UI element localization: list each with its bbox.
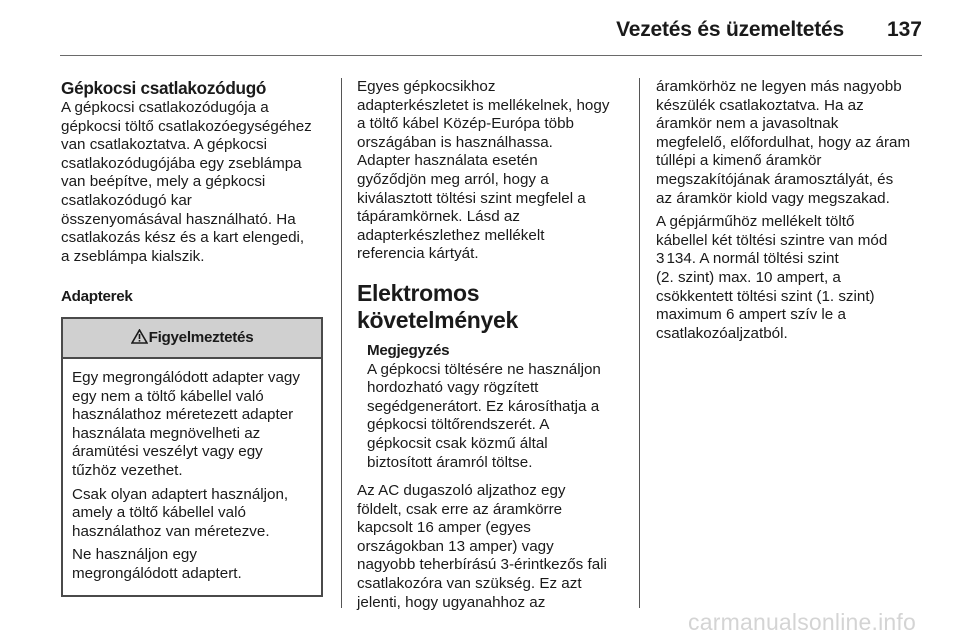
text-line: csatlakozódugó kar (61, 191, 192, 209)
column-3 (656, 78, 924, 343)
subheading-adapters: Adapterek (61, 288, 133, 306)
text-line: egy nem a töltő kábellel való (72, 387, 264, 405)
note-title: Megjegyzés (367, 341, 450, 359)
text-line: készülék csatlakoztatva. Ha az (656, 96, 864, 114)
text-line: van csatlakoztatva. A gépkocsi (61, 136, 267, 154)
paragraph-circuit (656, 78, 924, 208)
section-title-electrical (357, 280, 627, 334)
text-line: összenyomásával használható. Ha (61, 210, 296, 228)
text-line: Ne használjon egy (72, 546, 197, 564)
text-line: megfelelő, előfordulhat, hogy az áram (656, 133, 911, 151)
text-line: (2. szint) max. 10 ampert, a (656, 268, 841, 286)
text-line: kapcsolt 16 amper (egyes (357, 519, 531, 537)
text-line: amely a töltő kábellel való (72, 504, 246, 522)
text-line: kiválasztott töltési szint megfelel a (357, 189, 586, 207)
text-line: hordozható vagy rögzített (367, 379, 539, 397)
title-line: követelmények (357, 306, 519, 333)
text-line: megrongálódott adaptert. (72, 564, 242, 582)
text-line: 134. A normál töltési szint (666, 250, 839, 268)
text-line: nagyobb teherbírású 3-érintkezős fali (357, 556, 607, 574)
warning-icon (131, 329, 148, 348)
watermark: carmanualsonline.info (688, 609, 916, 635)
paragraph-adapter-kit (357, 78, 627, 264)
text-line: gépkocsi töltő csatlakozóegységéhez (61, 117, 312, 135)
column-2 (357, 78, 627, 612)
text-line: A gépkocsi csatlakozódugója a (61, 99, 269, 116)
page-number: 137 (886, 18, 922, 41)
text-line: túllépi a kimenő áramkör (656, 152, 822, 170)
paragraph-ac-outlet (357, 482, 627, 612)
text-line: áramütési veszélyt vagy egy (72, 443, 263, 461)
text-line: biztosított áramról töltse. (367, 453, 533, 471)
text-line: csatlakozóra van szükség. Ez azt (357, 575, 582, 593)
text-line: országában is használhassa. (357, 133, 553, 151)
note-block (357, 342, 627, 472)
text-line: gépkocsi töltőrendszerét. A (367, 416, 550, 434)
text-line: Egyes gépkocsikhoz (357, 78, 496, 95)
column-divider-1 (341, 78, 342, 608)
warning-paragraph (72, 486, 313, 542)
warning-paragraph (72, 546, 313, 583)
warning-title: Figyelmeztetés (148, 328, 254, 346)
text-line: győződjön meg arról, hogy a (357, 170, 549, 188)
paragraph-plug (61, 99, 327, 266)
text-line: csatlakozás kész és a kart elengedi, (61, 229, 305, 247)
text-line: használathoz méretezett adapter (72, 406, 294, 424)
title-line: Elektromos (357, 279, 480, 306)
text-line: Egy megrongálódott adapter vagy (72, 368, 300, 386)
text-line: megszakítójának áramosztályát, és (656, 170, 894, 188)
warning-paragraph (72, 369, 313, 481)
text-line: csökkentett töltési szint (1. szint) (656, 287, 875, 305)
warning-box (61, 317, 323, 598)
header-rule (60, 55, 922, 56)
text-line: az áramkör kiold vagy megszakad. (656, 189, 890, 207)
text-line: Az AC dugaszoló aljzathoz egy (357, 482, 566, 500)
text-line: kábellel két töltési szintre van mód (656, 231, 888, 249)
text-line: gépkocsit csak közmű által (367, 434, 548, 452)
text-line: tűzhöz vezethet. (72, 461, 183, 479)
section-title-plug: Gépkocsi csatlakozódugó (61, 78, 267, 98)
text-line: csatlakozódugójába egy zseblámpa (61, 154, 302, 172)
text-line: áramkör nem a javasoltnak (656, 115, 839, 133)
text-line: A gépjárműhöz mellékelt töltő (656, 213, 855, 231)
text-line: adapterkészlethez mellékelt (357, 226, 545, 244)
text-line: jelenti, hogy ugyanahhoz az (357, 593, 546, 611)
text-line: segédgenerátort. Ez károsíthatja a (367, 397, 600, 415)
paragraph-charge-levels (656, 213, 924, 343)
page-header (60, 18, 922, 50)
text-line: országokban 13 amper) vagy (357, 537, 554, 555)
text-line: a töltő kábel Közép-Európa több (357, 115, 574, 133)
text-line: földelt, csak erre az áramkörre (357, 500, 563, 518)
text-line: maximum 6 ampert szív le a (656, 306, 846, 324)
text-line: használata megnövelheti az (72, 424, 261, 442)
text-line: Csak olyan adaptert használjon, (72, 485, 289, 503)
text-line: áramkörhöz ne legyen más nagyobb (656, 78, 902, 95)
warning-body (63, 359, 321, 596)
text-line: adapterkészletet is mellékelnek, hogy (357, 96, 610, 114)
text-line: használathoz van méretezve. (72, 522, 270, 540)
header-title: Vezetés és üzemeltetés (616, 18, 844, 41)
cross-reference-arrow-icon: 3 (656, 250, 665, 268)
column-1 (61, 78, 327, 597)
text-line: referencia kártyát. (357, 245, 479, 263)
text-line: a zseblámpa kialszik. (61, 247, 205, 265)
warning-header (63, 319, 321, 359)
text-line: van beépítve, mely a gépkocsi (61, 173, 266, 191)
column-divider-2 (639, 78, 640, 608)
page-reference-link[interactable] (656, 250, 839, 267)
text-line: tápáramkörnek. Lásd az (357, 208, 520, 226)
note-text (367, 361, 627, 473)
text-line: Adapter használata esetén (357, 152, 538, 170)
text-line: A gépkocsi töltésére ne használjon (367, 360, 601, 378)
text-line: csatlakozóaljzatból. (656, 324, 788, 342)
